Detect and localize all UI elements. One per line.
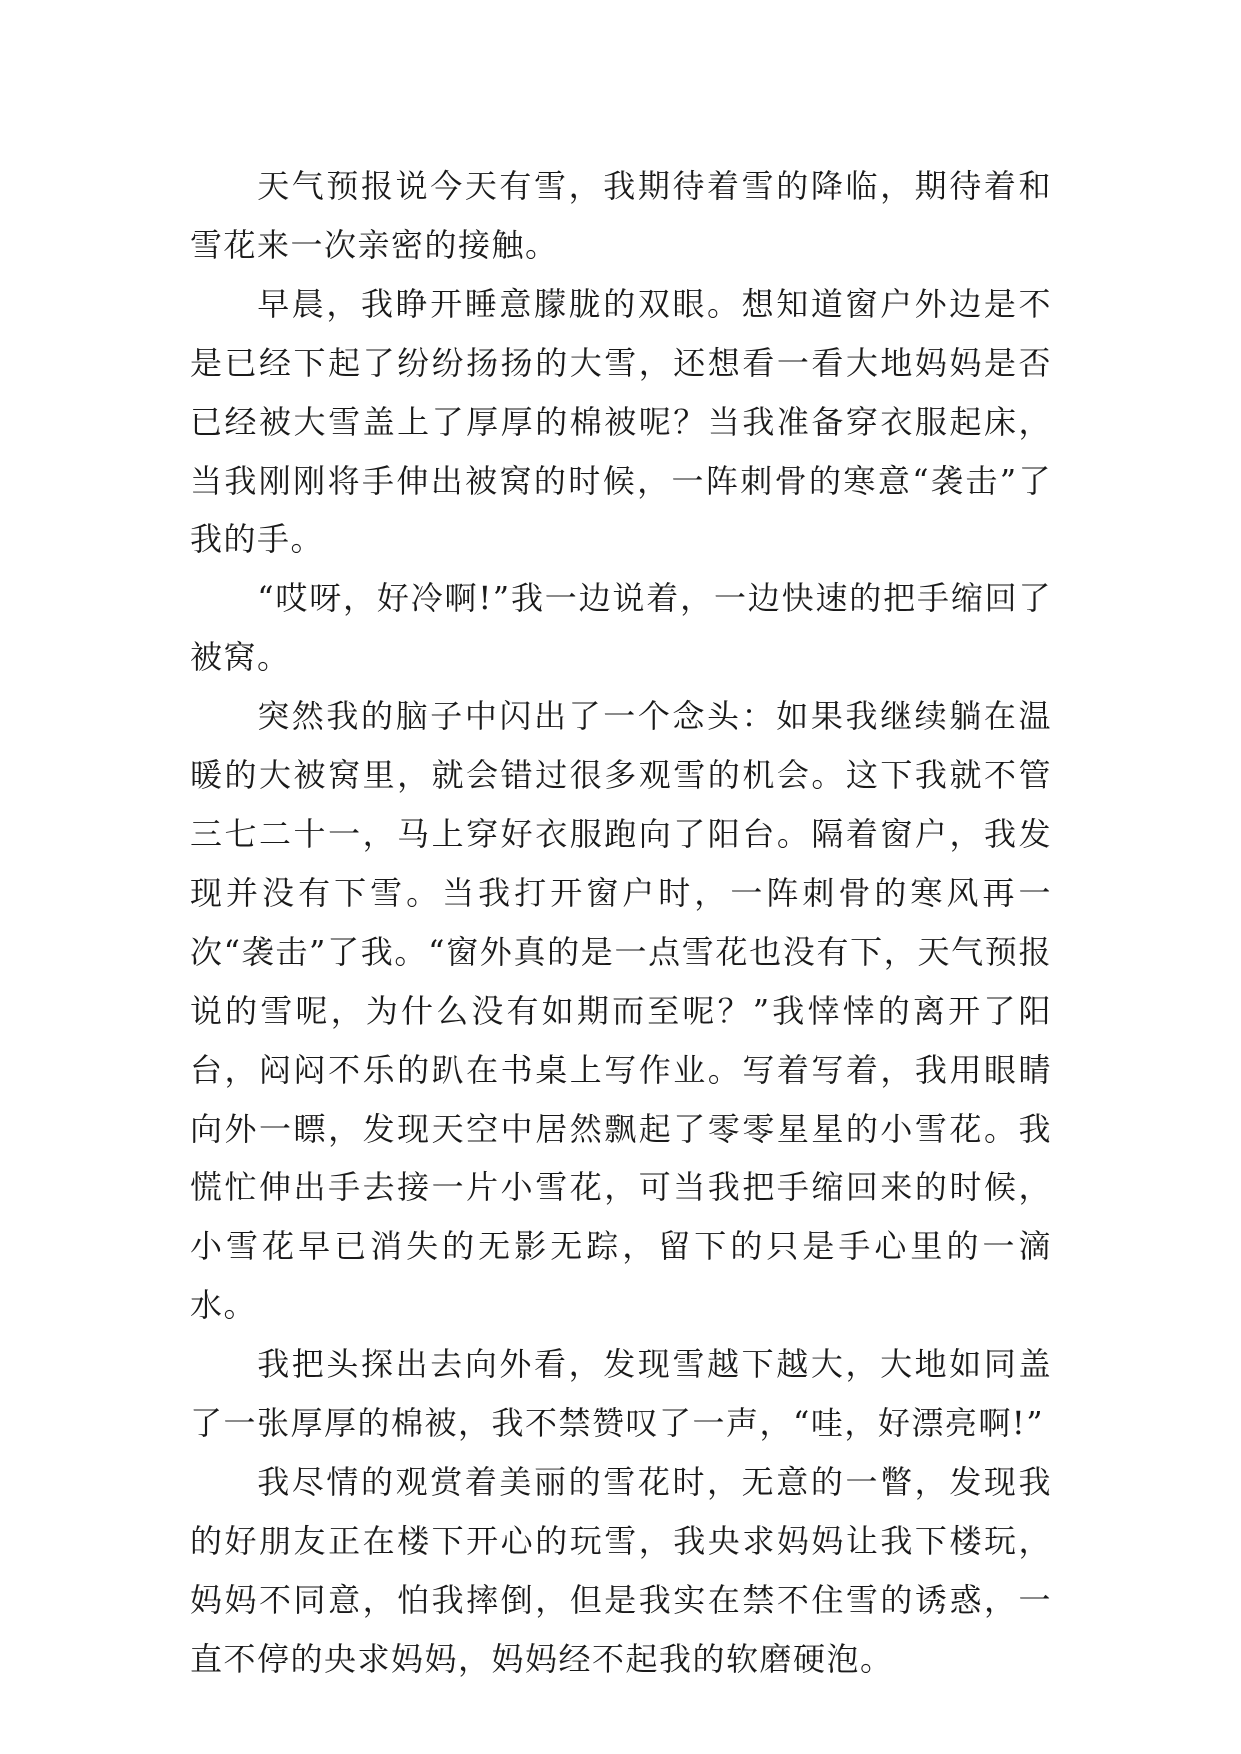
paragraph-5: 我把头探出去向外看，发现雪越下越大，大地如同盖了一张厚厚的棉被，我不禁赞叹了一声，“哇，好漂亮啊!” — [190, 1345, 1052, 1443]
paragraph-4: 突然我的脑子中闪出了一个念头：如果我继续躺在温暖的大被窝里，就会错过很多观雪的机会。这下我就不管三七二十一，马上穿好衣服跑向了阳台。隔着窗户，我发现并没有下雪。当我打开窗户时，一阵刺骨的寒风再一次“袭击”了我。“窗外真的是一点雪花也没有下，天气预报说的雪呢，为什么没有如期而至呢？”我悻悻的离开了阳台，闷闷不乐的趴在书桌上写作业。写着写着，我用眼睛向外一瞟，发现天空中居然飘起了零零星星的小雪花。我慌忙伸出手去接一片小雪花，可当我把手缩回来的时候，小雪花早已消失的无影无踪，留下的只是手心里的一滴水。 — [190, 697, 1052, 1325]
paragraph-1: 天气预报说今天有雪，我期待着雪的降临，期待着和雪花来一次亲密的接触。 — [190, 167, 1052, 264]
paragraph-2: 早晨，我睁开睡意朦胧的双眼。想知道窗户外边是不是已经下起了纷纷扬扬的大雪，还想看一看大地妈妈是否已经被大雪盖上了厚厚的棉被呢？当我准备穿衣服起床，当我刚刚将手伸出被窝的时候，一阵刺骨的寒意“袭击”了我的手。 — [190, 284, 1052, 559]
paragraph-6: 我尽情的观赏着美丽的雪花时，无意的一瞥，发现我的好朋友正在楼下开心的玩雪，我央求妈妈让我下楼玩，妈妈不同意，怕我摔倒，但是我实在禁不住雪的诱惑，一直不停的央求妈妈，妈妈经不起我的软磨硬泡。 — [190, 1462, 1052, 1678]
document-body — [190, 157, 1052, 1689]
paragraph-3: “哎呀，好冷啊!”我一边说着，一边快速的把手缩回了被窝。 — [190, 579, 1052, 677]
